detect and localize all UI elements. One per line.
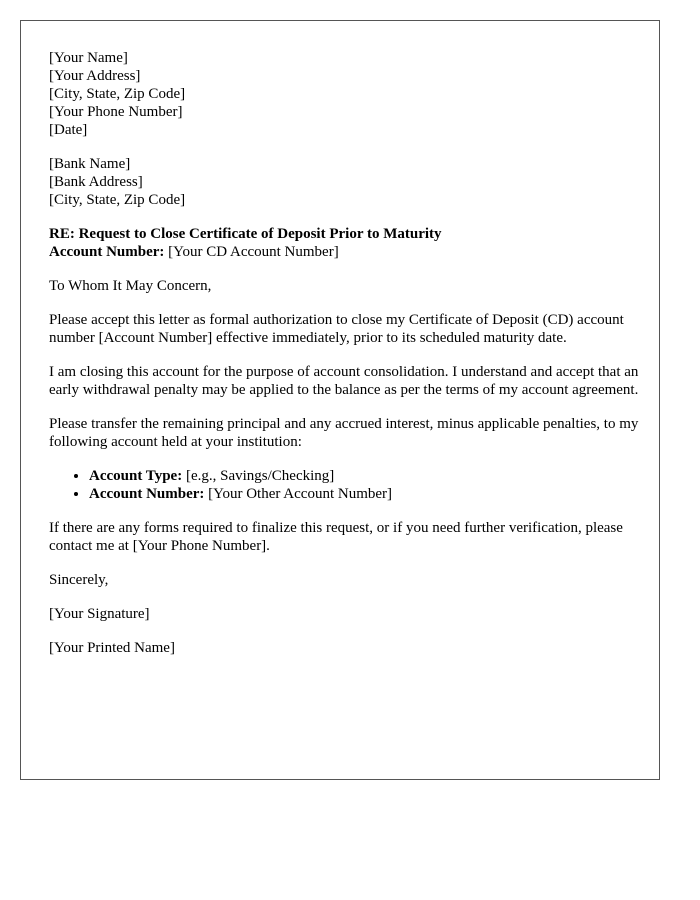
paragraph-authorization: Please accept this letter as formal authorization to close my Certificate of Deposit (CD) account number [Account Number] effective immediately, prior to its scheduled maturity date. — [49, 312, 624, 346]
paragraph-transfer: Please transfer the remaining principal and any accrued interest, minus applicable penalties, to my following account held at your institution: — [49, 416, 639, 450]
transfer-account-list — [49, 467, 639, 503]
sender-block — [49, 49, 639, 139]
letter-page — [20, 20, 660, 780]
sender-address: [Your Address] — [49, 68, 141, 84]
paragraph-contact: If there are any forms required to finalize this request, or if you need further verification, please contact me at [Your Phone Number]. — [49, 520, 623, 554]
list-item-account-type — [89, 467, 639, 485]
paragraph-reason: I am closing this account for the purpose of account consolidation. I understand and accept that an early withdrawal penalty may be applied to the balance as per the terms of my account agreement. — [49, 364, 639, 398]
bank-address: [Bank Address] — [49, 174, 143, 190]
list-item-account-number — [89, 485, 639, 503]
sender-name: [Your Name] — [49, 50, 128, 66]
bank-city-state-zip: [City, State, Zip Code] — [49, 192, 186, 208]
recipient-block — [49, 155, 639, 209]
letter-date: [Date] — [49, 122, 88, 138]
cd-account-label: Account Number: — [49, 244, 165, 260]
other-account-number-value: [Your Other Account Number] — [204, 486, 393, 502]
salutation: To Whom It May Concern, — [49, 278, 212, 294]
sender-phone: [Your Phone Number] — [49, 104, 183, 120]
valediction: Sincerely, — [49, 572, 109, 588]
letter-content — [49, 49, 639, 673]
bank-name: [Bank Name] — [49, 156, 131, 172]
subject-line: RE: Request to Close Certificate of Deposit Prior to Maturity — [49, 226, 442, 242]
account-type-label: Account Type: — [89, 468, 183, 484]
cd-account-line — [49, 243, 639, 261]
subject-block — [49, 225, 639, 261]
other-account-number-label: Account Number: — [89, 486, 205, 502]
signature: [Your Signature] — [49, 606, 150, 622]
sender-city-state-zip: [City, State, Zip Code] — [49, 86, 186, 102]
account-type-value: [e.g., Savings/Checking] — [182, 468, 335, 484]
cd-account-value: [Your CD Account Number] — [164, 244, 339, 260]
printed-name: [Your Printed Name] — [49, 640, 175, 656]
